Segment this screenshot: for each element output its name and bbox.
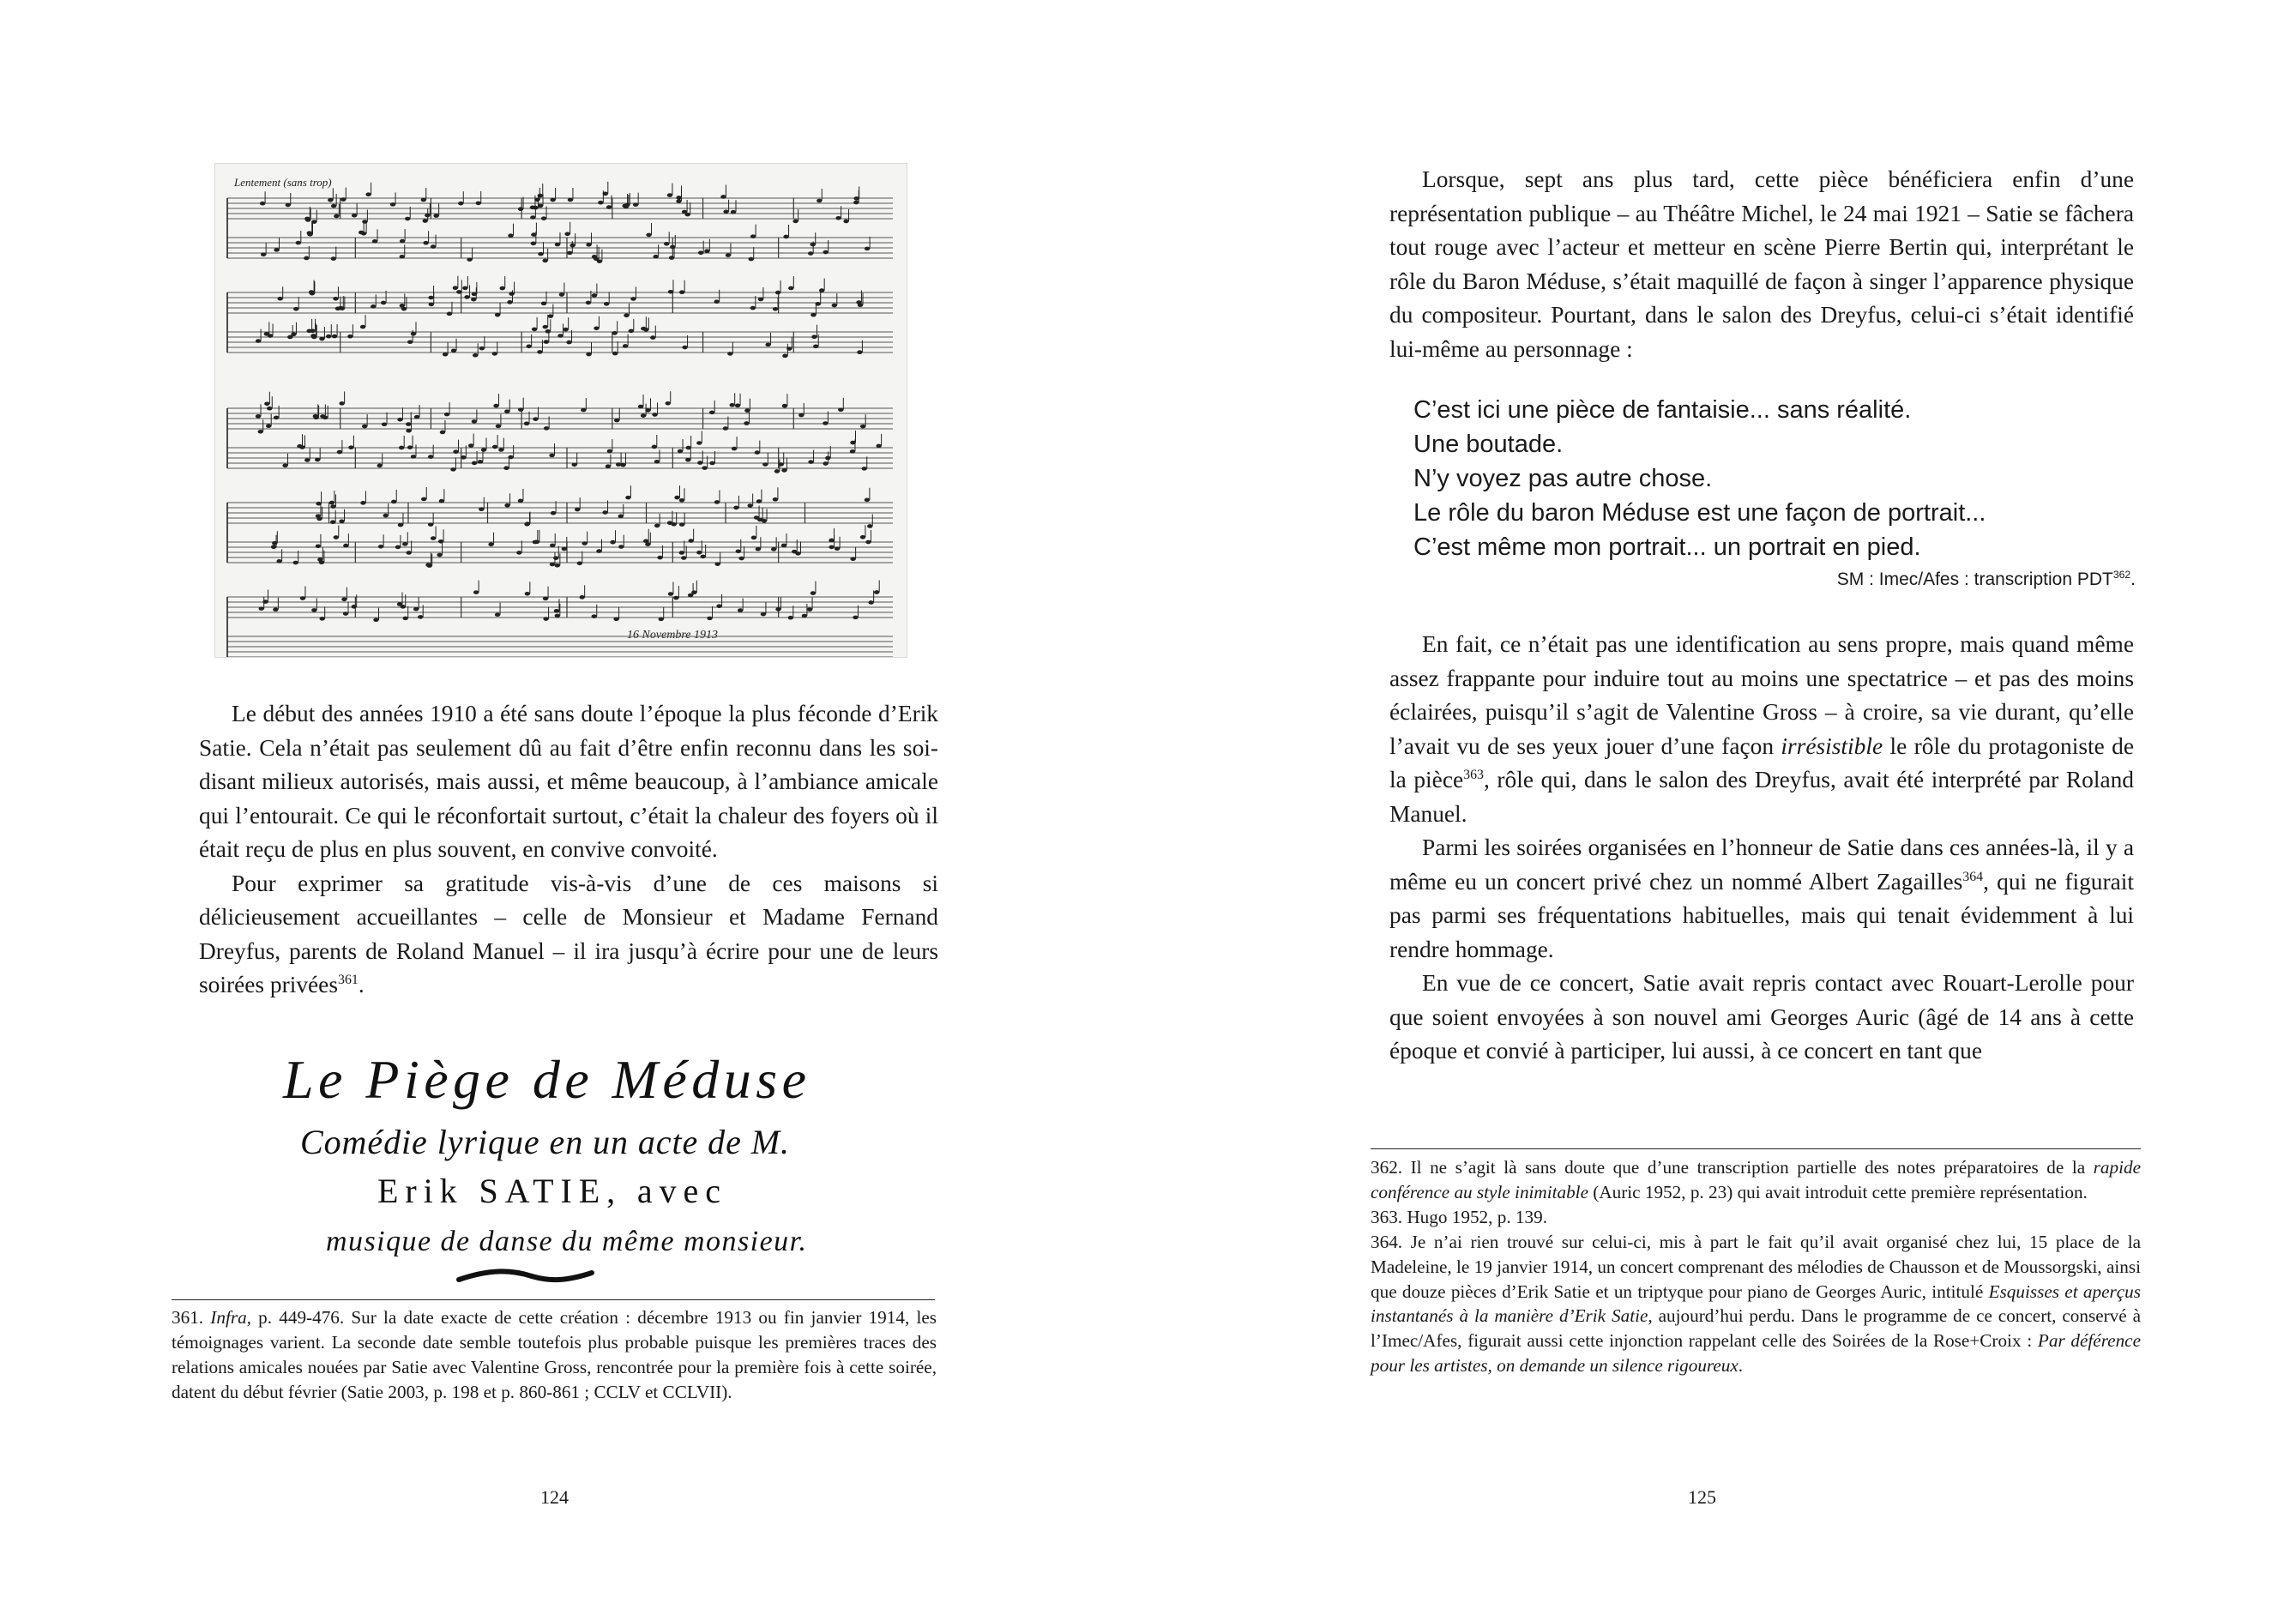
footnote-362: 362. Il ne s’agit là sans doute que d’une transcription partielle des notes préparatoires de la rapide conférence au style inimitable (Auric 1952, p. 23) qui avait introduit cette première représentation. (1371, 1157, 2141, 1202)
footnote-361: 361. Infra, p. 449-476. Sur la date exacte de cette création : décembre 1913 ou fin janvier 1914, les témoignages varient. La seconde date semble toutefois plus probable puisque les premières traces des relations amicales nouées par Satie avec Valentine Gross, rencontrée pour la première fois à cette soirée, datent du début février (Satie 2003, p. 198 et p. 860-861 ; CCLV et CCLVII). (172, 1307, 937, 1402)
quote-line: N’y voyez pas autre chose. (1413, 465, 1713, 492)
footnote-363: 363. Hugo 1952, p. 139. (1371, 1206, 1547, 1227)
page-number-right: 125 (1688, 1486, 1716, 1508)
paragraph: Parmi les soirées organisées en l’honneur de Satie dans ces années-là, il y a même eu un concert privé chez un nommé Albert Zagailles$^{364}$, qui ne figurait pas parmi ses fréquentations habituelles, mais qui tenait évidemment à lui rendre hommage. (1389, 835, 2134, 962)
handwritten-title-line-3: Erik SATIE, avec (377, 1172, 720, 1210)
footnote-ref-361[interactable]: 361 (338, 972, 359, 987)
footnote-364: 364. Je n’ai rien trouvé sur celui-ci, mis à part le fait qu’il avait organisé chez lui, 15 place de la Madeleine, le 19 janvier 1914, un concert comprenant des mélodies de Chausson et de Moussorgski, ainsi que douze pièces d’Erik Satie et un triptyque pour piano de Georges Auric, intitulé Esquisses et aperçus instantanés à la manière d’Erik Satie, aujourd’hui perdu. Dans le programme de ce concert, conservé à l’Imec/Afes, figurait aussi cette injonction rappelant celle des Soirées de la Rose+Croix : Par déférence pour les artistes, on demande un silence rigoureux. (1371, 1231, 2142, 1377)
paragraph: Le début des années 1910 a été sans doute l’époque la plus féconde d’Erik Satie. Cela n’était pas seulement dû au fait d’être enfin reconnu dans les soi-disant milieux autorisés, mais aussi, et même beaucoup, à l’ambiance amicale qui l’entourait. Ce qui le réconfortait surtout, c’était la chaleur des foyers où il était reçu de plus en plus souvent, en convive convoité. (199, 701, 938, 862)
paragraph: En fait, ce n’était pas une identification au sens propre, mais quand même assez frappante pour induire tout au moins une spectatrice – et pas des moins éclairées, puisqu’il s’agit de Valentine Gross – à croire, sa vie durant, qu’elle l’avait vu de ses yeux jouer d’une façon irrésistible le rôle du protagoniste de la pièce$^{363}$, rôle qui, dans le salon des Dreyfus, avait été interprété par Roland Manuel. (1389, 631, 2134, 827)
handwritten-title-line-4: musique de danse du même monsieur. (326, 1226, 806, 1257)
footnotes-right (1371, 1155, 2141, 1378)
quote-line: Une boutade. (1413, 431, 1564, 458)
handwritten-title-line-2: Comédie lyrique en un acte de M. (300, 1123, 789, 1161)
score-date-inscription: 16 Novembre 1913 (627, 629, 719, 642)
paragraph: En vue de ce concert, Satie avait repris contact avec Rouart-Lerolle pour que soient envoyées à son nouvel ami Georges Auric (âgé de 14 ans à cette époque et convié à participer, lui aussi, à ce concert en tant que (1389, 970, 2134, 1064)
block-quote (1413, 393, 2136, 592)
right-body-text (1389, 628, 2134, 1069)
footnote-ref-363[interactable]: 363 (1463, 767, 1484, 782)
quote-line: C’est ici une pièce de fantaisie... sans réalité. (1413, 396, 1912, 424)
paragraph: Lorsque, sept ans plus tard, cette pièce bénéficiera enfin d’une représentation publique – au Théâtre Michel, le 24 mai 1921 – Satie se fâchera tout rouge avec l’acteur et metteur en scène Pierre Bertin qui, interprétant le rôle du Baron Méduse, s’était maquillé de façon à singer l’apparence physique du compositeur. Pourtant, dans le salon des Dreyfus, celui-ci s’était identifié lui-même au personnage : (1389, 166, 2134, 362)
page-number-left: 124 (540, 1486, 569, 1508)
paragraph: Pour exprimer sa gratitude vis-à-vis d’une de ces maisons si délicieusement accueillantes – celle de Monsieur et Madame Fernand Dreyfus, parents de Roland Manuel – il ira jusqu’à écrire pour une de leurs soirées privées$^{361}$. (199, 870, 938, 997)
score-tempo-marking: Lentement (sans trop) (234, 176, 332, 189)
quote-line: Le rôle du baron Méduse est une façon de portrait... (1413, 499, 1986, 527)
right-body-text-intro (1389, 163, 2134, 366)
footnote-ref-364[interactable]: 364 (1962, 869, 1984, 884)
quote-line: C’est même mon portrait... un portrait en pied. (1413, 533, 1921, 561)
handwritten-title-line-1: Le Piège de Méduse (283, 1049, 806, 1110)
quote-source: SM : Imec/Afes : transcription PDT$^{362}$. (1836, 569, 2136, 589)
footnote-ref-362[interactable]: 362 (2112, 569, 2131, 581)
footnote-divider (1371, 1148, 2141, 1149)
